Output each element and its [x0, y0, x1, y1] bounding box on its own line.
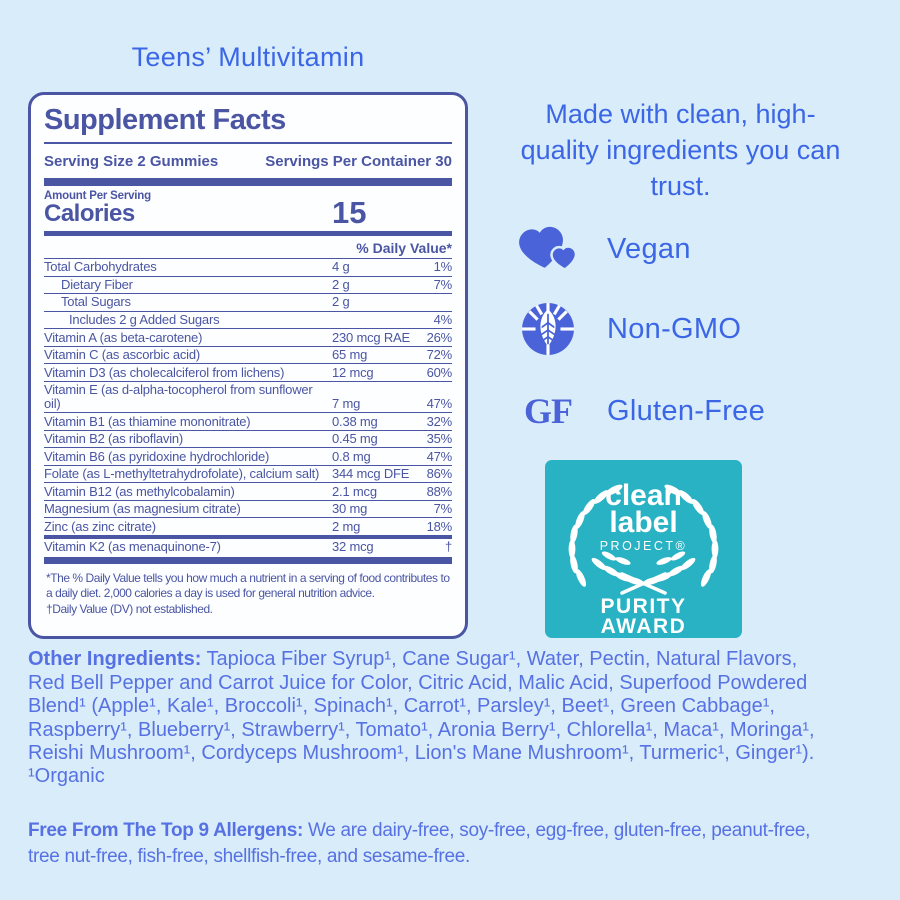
servings-per-container: Servings Per Container 30 — [265, 153, 452, 170]
nutrient-amount: 2 mg — [332, 518, 361, 534]
badge-line-project: PROJECT® — [599, 539, 688, 553]
nutrient-row — [44, 465, 452, 483]
daily-value-header: % Daily Value* — [356, 240, 452, 256]
nutrient-row — [44, 311, 452, 329]
nutrient-row — [44, 328, 452, 346]
nutrient-dv: 60% — [426, 364, 452, 380]
other-ingredients-label: Other Ingredients: — [28, 648, 202, 670]
nutrient-row — [44, 276, 452, 294]
vegan-hearts-icon — [517, 222, 579, 276]
nutrient-row — [44, 381, 452, 412]
calories-value: 15 — [332, 195, 367, 230]
serving-size: Serving Size 2 Gummies — [44, 153, 219, 170]
nutrient-dv: 32% — [426, 413, 452, 429]
badge-line-clean: clean — [605, 479, 682, 512]
claim-vegan — [517, 222, 691, 276]
clean-label-project-badge — [545, 460, 742, 638]
nutrient-amount: 30 mg — [332, 501, 368, 517]
panel-title: Supplement Facts — [44, 104, 452, 144]
nutrient-amount: 7 mg — [332, 395, 361, 411]
nutrient-name: Vitamin B12 (as methylcobalamin) — [44, 483, 235, 499]
nutrient-row — [44, 346, 452, 364]
other-ingredients-text: Tapioca Fiber Syrup¹, Cane Sugar¹, Water, Pectin, Natural Flavors, Red Bell Pepper and Carrot Juice for Color, Citric Acid, Malic Acid, Superfood Powdered Blend¹ (Apple¹, Kale¹, Broccoli¹, Spinach¹, Carrot¹, Parsley¹, Beet¹, Green Cabbage¹, Raspberry¹, Blueberry¹, Strawberry¹, Tomato¹, Aronia Berry¹, Chlorella¹, Maca¹, Moringa¹, Reishi Mushroom¹, Cordyceps Mushroom¹, Lion's Mane Mushroom¹, Turmeric¹, Ginger¹). — [28, 648, 815, 764]
nutrient-amount: 65 mg — [332, 347, 368, 363]
calories-row — [44, 186, 452, 229]
nutrient-amount: 4 g — [332, 259, 350, 275]
nutrient-name: Folate (as L-methyltetrahydrofolate), calcium salt) — [44, 466, 320, 482]
nutrient-dv: 47% — [426, 395, 452, 411]
nutrient-name: Vitamin C (as ascorbic acid) — [44, 347, 200, 363]
nutrient-row — [44, 447, 452, 465]
nutrient-amount: 12 mcg — [332, 364, 374, 380]
serving-row — [44, 147, 452, 178]
nutrient-row — [44, 363, 452, 381]
nutrient-amount: 0.38 mg — [332, 413, 378, 429]
nutrient-dv: 26% — [426, 329, 452, 345]
nutrient-amount: 230 mcg RAE — [332, 329, 411, 345]
nutrient-amount: 344 mcg DFE — [332, 466, 410, 482]
nutrient-row — [44, 258, 452, 276]
allergens-label: Free From The Top 9 Allergens: — [28, 820, 303, 841]
product-title: Teens’ Multivitamin — [131, 42, 365, 72]
calories-label: Calories — [44, 200, 135, 227]
nutrient-dv: 7% — [433, 276, 452, 292]
nutrient-dv: 88% — [426, 483, 452, 499]
nutrient-dv: 1% — [433, 259, 452, 275]
nutrient-amount: 2 g — [332, 276, 350, 292]
gf-monogram-icon: GF — [524, 391, 572, 431]
nutrient-name: Dietary Fiber — [61, 276, 133, 292]
footnote-line: *The % Daily Value tells you how much a nutrient in a serving of food contributes to a daily diet. 2,000 calories a day is used for general nutrition advice. — [46, 570, 450, 601]
nutrient-name: Vitamin E (as d-alpha-tocopherol from sunflower oil) — [44, 382, 313, 411]
nutrient-amount: 32 mcg — [332, 539, 374, 555]
claim-non-gmo — [517, 302, 741, 356]
nutrient-row — [44, 500, 452, 518]
nutrient-name: Vitamin B6 (as pyridoxine hydrochloride) — [44, 448, 270, 464]
claims-headline: Made with clean, high-quality ingredients you can trust. — [520, 99, 841, 201]
claim-gluten-free — [517, 390, 765, 432]
nutrient-row — [44, 535, 452, 556]
nutrient-row — [44, 517, 452, 535]
nutrient-row — [44, 293, 452, 311]
leaf-sun-circle-icon — [517, 302, 579, 356]
other-ingredients-paragraph — [28, 648, 836, 766]
nutrient-amount: 0.45 mg — [332, 431, 378, 447]
nutrient-dv: 47% — [426, 448, 452, 464]
daily-value-footnote — [44, 564, 452, 618]
claim-label: Vegan — [607, 232, 691, 265]
nutrient-name: Vitamin B1 (as thiamine mononitrate) — [44, 413, 251, 429]
claim-label: Non-GMO — [607, 312, 742, 345]
nutrient-amount: 2.1 mcg — [332, 483, 377, 499]
nutrient-row — [44, 412, 452, 430]
supplement-facts-panel — [28, 92, 468, 639]
allergens-text: We are dairy-free, soy-free, egg-free, gluten-free, peanut-free, tree nut-free, fish-free, shellfish-free, and sesame-free. — [28, 820, 811, 867]
nutrient-dv: † — [444, 539, 452, 555]
nutrient-dv: 72% — [426, 347, 452, 363]
thick-divider — [44, 178, 452, 186]
nutrient-dv: 35% — [426, 431, 452, 447]
nutrient-row — [44, 482, 452, 500]
nutrient-amount: 2 g — [332, 294, 350, 310]
badge-line-label: label — [609, 506, 678, 539]
nutrient-name: Vitamin K2 (as menaquinone-7) — [44, 539, 221, 555]
nutrient-dv: 7% — [433, 501, 452, 517]
nutrient-name: Vitamin D3 (as cholecalciferol from lichens) — [44, 364, 285, 380]
nutrient-dv: 18% — [426, 518, 452, 534]
nutrient-dv: 86% — [426, 466, 452, 482]
claim-label: Gluten-Free — [607, 394, 766, 427]
badge-award-award: AWARD — [600, 615, 687, 638]
badge-award-purity: PURITY — [600, 595, 687, 618]
allergens-paragraph — [28, 818, 838, 870]
nutrient-name: Total Carbohydrates — [44, 259, 157, 275]
amount-per-serving-label: Amount Per Serving — [44, 190, 151, 202]
thick-divider — [44, 557, 452, 564]
nutrient-name: Vitamin A (as beta-carotene) — [44, 329, 203, 345]
nutrient-name: Total Sugars — [61, 294, 131, 310]
nutrient-name: Vitamin B2 (as riboflavin) — [44, 431, 184, 447]
footnote-line: †Daily Value (DV) not established. — [46, 602, 213, 617]
nutrient-name: Zinc (as zinc citrate) — [44, 518, 156, 534]
nutrient-dv: 4% — [433, 312, 452, 328]
nutrient-amount: 0.8 mg — [332, 448, 371, 464]
nutrient-row — [44, 430, 452, 448]
nutrient-name: Magnesium (as magnesium citrate) — [44, 501, 241, 517]
nutrient-name: Includes 2 g Added Sugars — [69, 312, 220, 328]
organic-footnote: ¹Organic — [28, 765, 105, 787]
